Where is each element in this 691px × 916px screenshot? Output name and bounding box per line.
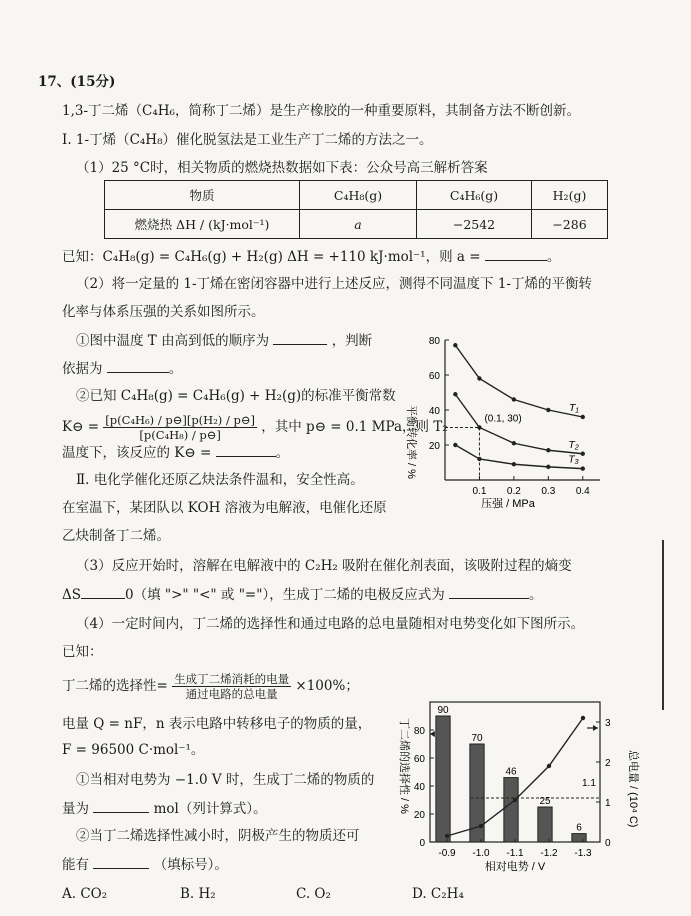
k-fraction [103, 413, 257, 442]
chart2-bar [572, 834, 586, 842]
selectivity-tail: ×100%； [295, 678, 359, 694]
table-head-cell: C₄H₆(g) [417, 181, 532, 210]
chart1-point [581, 466, 585, 470]
k-suffix: ，其中 p⊖ = 0.1 MPa，则 T₂ [261, 419, 448, 435]
chart1-xtick-label: 0.2 [506, 486, 521, 497]
q2-sub1-text: ①图中温度 T 由高到低的顺序为 [76, 333, 270, 349]
selectivity-label: 丁二烯的选择性= [62, 678, 168, 694]
table-row [105, 210, 608, 239]
question-header: 17、(15分) [38, 74, 116, 90]
k-denominator: [p(C₄H₈) / p⊖] [139, 428, 221, 442]
chart1-point [512, 397, 516, 401]
charge-def-line2: F = 96500 C·mol⁻¹。 [62, 742, 205, 758]
q2-line1: （2）将一定量的 1-丁烯在密闭容器中进行上述反应，测得不同温度下 1-丁烯的平衡转 [76, 276, 592, 292]
chart2-bar-value: 46 [505, 766, 517, 778]
k-numerator: [p(C₄H₆) / p⊖][p(H₂) / p⊖] [105, 413, 255, 427]
selectivity-fraction [172, 672, 291, 701]
k-line2-text: 温度下，该反应的 K⊖ = [62, 445, 212, 461]
q4-sub2-text: 能有 [62, 857, 89, 873]
chart2-xtick-label: -1.3 [574, 848, 592, 859]
known-reaction: 已知：C₄H₈(g) = C₄H₆(g) + H₂(g) ΔH = +110 kJ·mol⁻¹，则 a = 。 [62, 246, 560, 267]
chart2-ytick-left-label: 40 [413, 782, 425, 793]
answer-blank-temperature-order[interactable] [273, 330, 327, 345]
chart1-point [453, 443, 457, 447]
selectivity-denominator: 通过电路的总电量 [185, 687, 278, 701]
chart1-ytick-label: 60 [428, 371, 440, 382]
conversion-pressure-chart [390, 325, 620, 530]
table-header-row [105, 181, 608, 210]
chart2-ytick-left-label: 60 [413, 754, 425, 765]
selectivity-potential-chart [385, 690, 645, 875]
chart1-xtick-label: 0.4 [575, 486, 590, 497]
q3-line1: （3）反应开始时，溶解在电解液中的 C₂H₂ 吸附在催化剂表面，该吸附过程的熵变 [76, 558, 572, 574]
selectivity-numerator: 生成丁二烯消耗的电量 [174, 672, 290, 686]
chart1-series-line [455, 345, 582, 417]
chart1-annotation-label: (0.1, 30) [484, 413, 522, 425]
q4-sub1: ①当相对电势为 −1.0 V 时，生成丁二烯的物质的 [76, 772, 375, 788]
chart1-series-label: T₂ [568, 438, 579, 451]
chart2-charge-point [479, 824, 483, 828]
chart1-xtick-label: 0.3 [541, 486, 556, 497]
chart2-bar-value: 70 [471, 733, 483, 744]
q4-known: 已知： [62, 644, 103, 660]
charge-def-line1: 电量 Q = nF，n 表示电路中转移电子的物质的量， [62, 716, 372, 732]
chart2-xtick-label: -1.2 [540, 848, 558, 859]
chart2-ytick-left-label: 80 [413, 726, 425, 737]
q3-line2-text: 0（填 ">" "<" 或 "="），生成丁二烯的电极反应式为 [125, 587, 445, 603]
chart2-charge-point [547, 764, 551, 768]
table-head-cell: H₂(g) [532, 181, 608, 210]
answer-blank-cathode-products[interactable] [93, 854, 149, 869]
chart1-point [581, 415, 585, 419]
q4-sub2: ②当丁二烯选择性减小时，阴极产生的物质还可 [76, 828, 360, 844]
known-reaction-text: 已知：C₄H₈(g) = C₄H₆(g) + H₂(g) ΔH = +110 kJ·mol⁻¹，则 a = [62, 249, 481, 265]
chart1-point [453, 392, 457, 396]
chart2-reference-label: 1.1 [582, 778, 596, 789]
chart2-charge-point [445, 834, 449, 838]
chart1-point [546, 408, 550, 412]
q1-text: （1）25 °C时，相关物质的燃烧热数据如下表：公众号高三解析答案 [76, 160, 488, 176]
answer-blank-electrode-equation[interactable] [449, 584, 529, 599]
scan-edge-mark [662, 540, 664, 710]
q4-line1: （4）一定时间内，丁二烯的选择性和通过电路的总电量随相对电势变化如下图所示。 [76, 616, 585, 632]
answer-blank-moles[interactable] [93, 798, 149, 813]
q4-sub1-text-c: mol（列计算式）。 [153, 801, 267, 817]
q2-sub2: ②已知 C₄H₈(g) = C₄H₆(g) + H₂(g)的标准平衡常数 [76, 388, 396, 404]
k-prefix: K⊖ = [62, 419, 99, 435]
q3-entropy-symbol: ΔS [62, 587, 81, 603]
chart2-ytick-right-label: 1 [605, 798, 611, 809]
q3-line2: ΔS 0（填 ">" "<" 或 "="），生成丁二烯的电极反应式为 。 [62, 584, 543, 605]
part2-line1: Ⅱ. 电化学催化还原乙炔法条件温和，安全性高。 [76, 472, 364, 488]
answer-blank-a[interactable] [485, 246, 547, 261]
chart2-xtick-label: -1.1 [506, 848, 524, 859]
chart1-series-label: T₃ [568, 453, 579, 466]
option-a[interactable]: A. CO₂ [62, 886, 108, 902]
table-cell: a [300, 210, 417, 239]
table-cell: −2542 [417, 210, 532, 239]
chart1-point [477, 376, 481, 380]
answer-blank-k[interactable] [216, 442, 276, 457]
chart2-bar-value: 90 [437, 705, 449, 716]
q4-sub1-text: 量为 [62, 801, 89, 817]
chart1-point [453, 343, 457, 347]
intro-text: 1,3-丁二烯（C₄H₆，简称丁二烯）是生产橡胶的一种重要原料，其制备方法不断创新。 [62, 103, 580, 119]
selectivity-formula [62, 668, 359, 704]
part1-title: Ⅰ. 1-丁烯（C₄H₈）催化脱氢法是工业生产丁二烯的方法之一。 [62, 132, 433, 148]
chart2-bar [538, 807, 552, 842]
option-c[interactable]: C. O₂ [296, 886, 331, 902]
chart1-xlabel: 压强 / MPa [481, 498, 535, 510]
chart1-point [581, 452, 585, 456]
q2-sub1-reason-text: 依据为 [62, 361, 103, 377]
q2-line2: 化率与体系压强的关系如图所示。 [62, 304, 265, 320]
k-line2: 温度下，该反应的 K⊖ = 。 [62, 442, 289, 463]
q4-sub2-line2 [62, 854, 228, 875]
chart2-ylabel-right: 总电量 / (10⁴ C) [627, 750, 639, 828]
table-cell: −286 [532, 210, 608, 239]
chart2-ytick-right-label: 0 [605, 838, 611, 849]
answer-blank-entropy[interactable] [81, 584, 125, 599]
table-head-cell: C₄H₈(g) [300, 181, 417, 210]
chart1-point [546, 448, 550, 452]
chart1-series-line [455, 445, 582, 469]
combustion-heat-table [104, 180, 608, 239]
chart1-ylabel: 平衡转化率 / % [405, 405, 417, 479]
q4-sub2-text-c: （填标号）。 [153, 857, 228, 873]
chart2-ylabel-left: 丁二烯的选择性 / % [398, 718, 410, 814]
chart2-ytick-right-label: 3 [605, 718, 611, 729]
option-d[interactable]: D. C₂H₄ [412, 886, 464, 902]
part2-line3: 乙炔制备丁二烯。 [62, 528, 170, 544]
chart2-bar-value: 25 [539, 796, 551, 807]
option-b[interactable]: B. H₂ [180, 886, 216, 902]
chart2-left-axis-arrow [430, 731, 435, 737]
q2-sub1 [76, 330, 372, 351]
q4-sub1-line2 [62, 798, 267, 819]
q2-sub1-text-b: ，判断 [331, 333, 373, 349]
table-head-cell: 物质 [105, 181, 300, 210]
chart1-point [512, 441, 516, 445]
chart2-ytick-left-label: 20 [413, 810, 425, 821]
chart1-point [512, 462, 516, 466]
chart1-ytick-label: 80 [428, 336, 440, 347]
chart2-bar-value: 6 [576, 822, 582, 834]
chart2-xtick-label: -0.9 [438, 848, 456, 859]
q2-sub1-reason: 依据为 。 [62, 358, 182, 379]
chart1-point [546, 465, 550, 469]
chart2-ytick-left-label: 0 [419, 838, 425, 849]
table-cell: 燃烧热 ΔH / (kJ·mol⁻¹) [105, 210, 300, 239]
chart1-xtick-label: 0.1 [472, 486, 487, 497]
chart1-series-label: T₁ [569, 402, 579, 414]
chart2-charge-point [581, 716, 585, 720]
chart2-bar [504, 778, 518, 842]
answer-blank-reason[interactable] [107, 358, 169, 373]
part2-line2: 在室温下，某团队以 KOH 溶液为电解液，电催化还原 [62, 500, 387, 516]
chart2-xtick-label: -1.0 [472, 848, 490, 859]
chart1-ytick-label: 20 [428, 441, 440, 452]
chart2-xlabel: 相对电势 / V [484, 861, 546, 873]
chart2-bar [436, 716, 450, 842]
chart1-ytick-label: 40 [428, 406, 440, 417]
chart2-arrow-head [593, 725, 598, 731]
chart2-ytick-right-label: 2 [605, 758, 611, 769]
